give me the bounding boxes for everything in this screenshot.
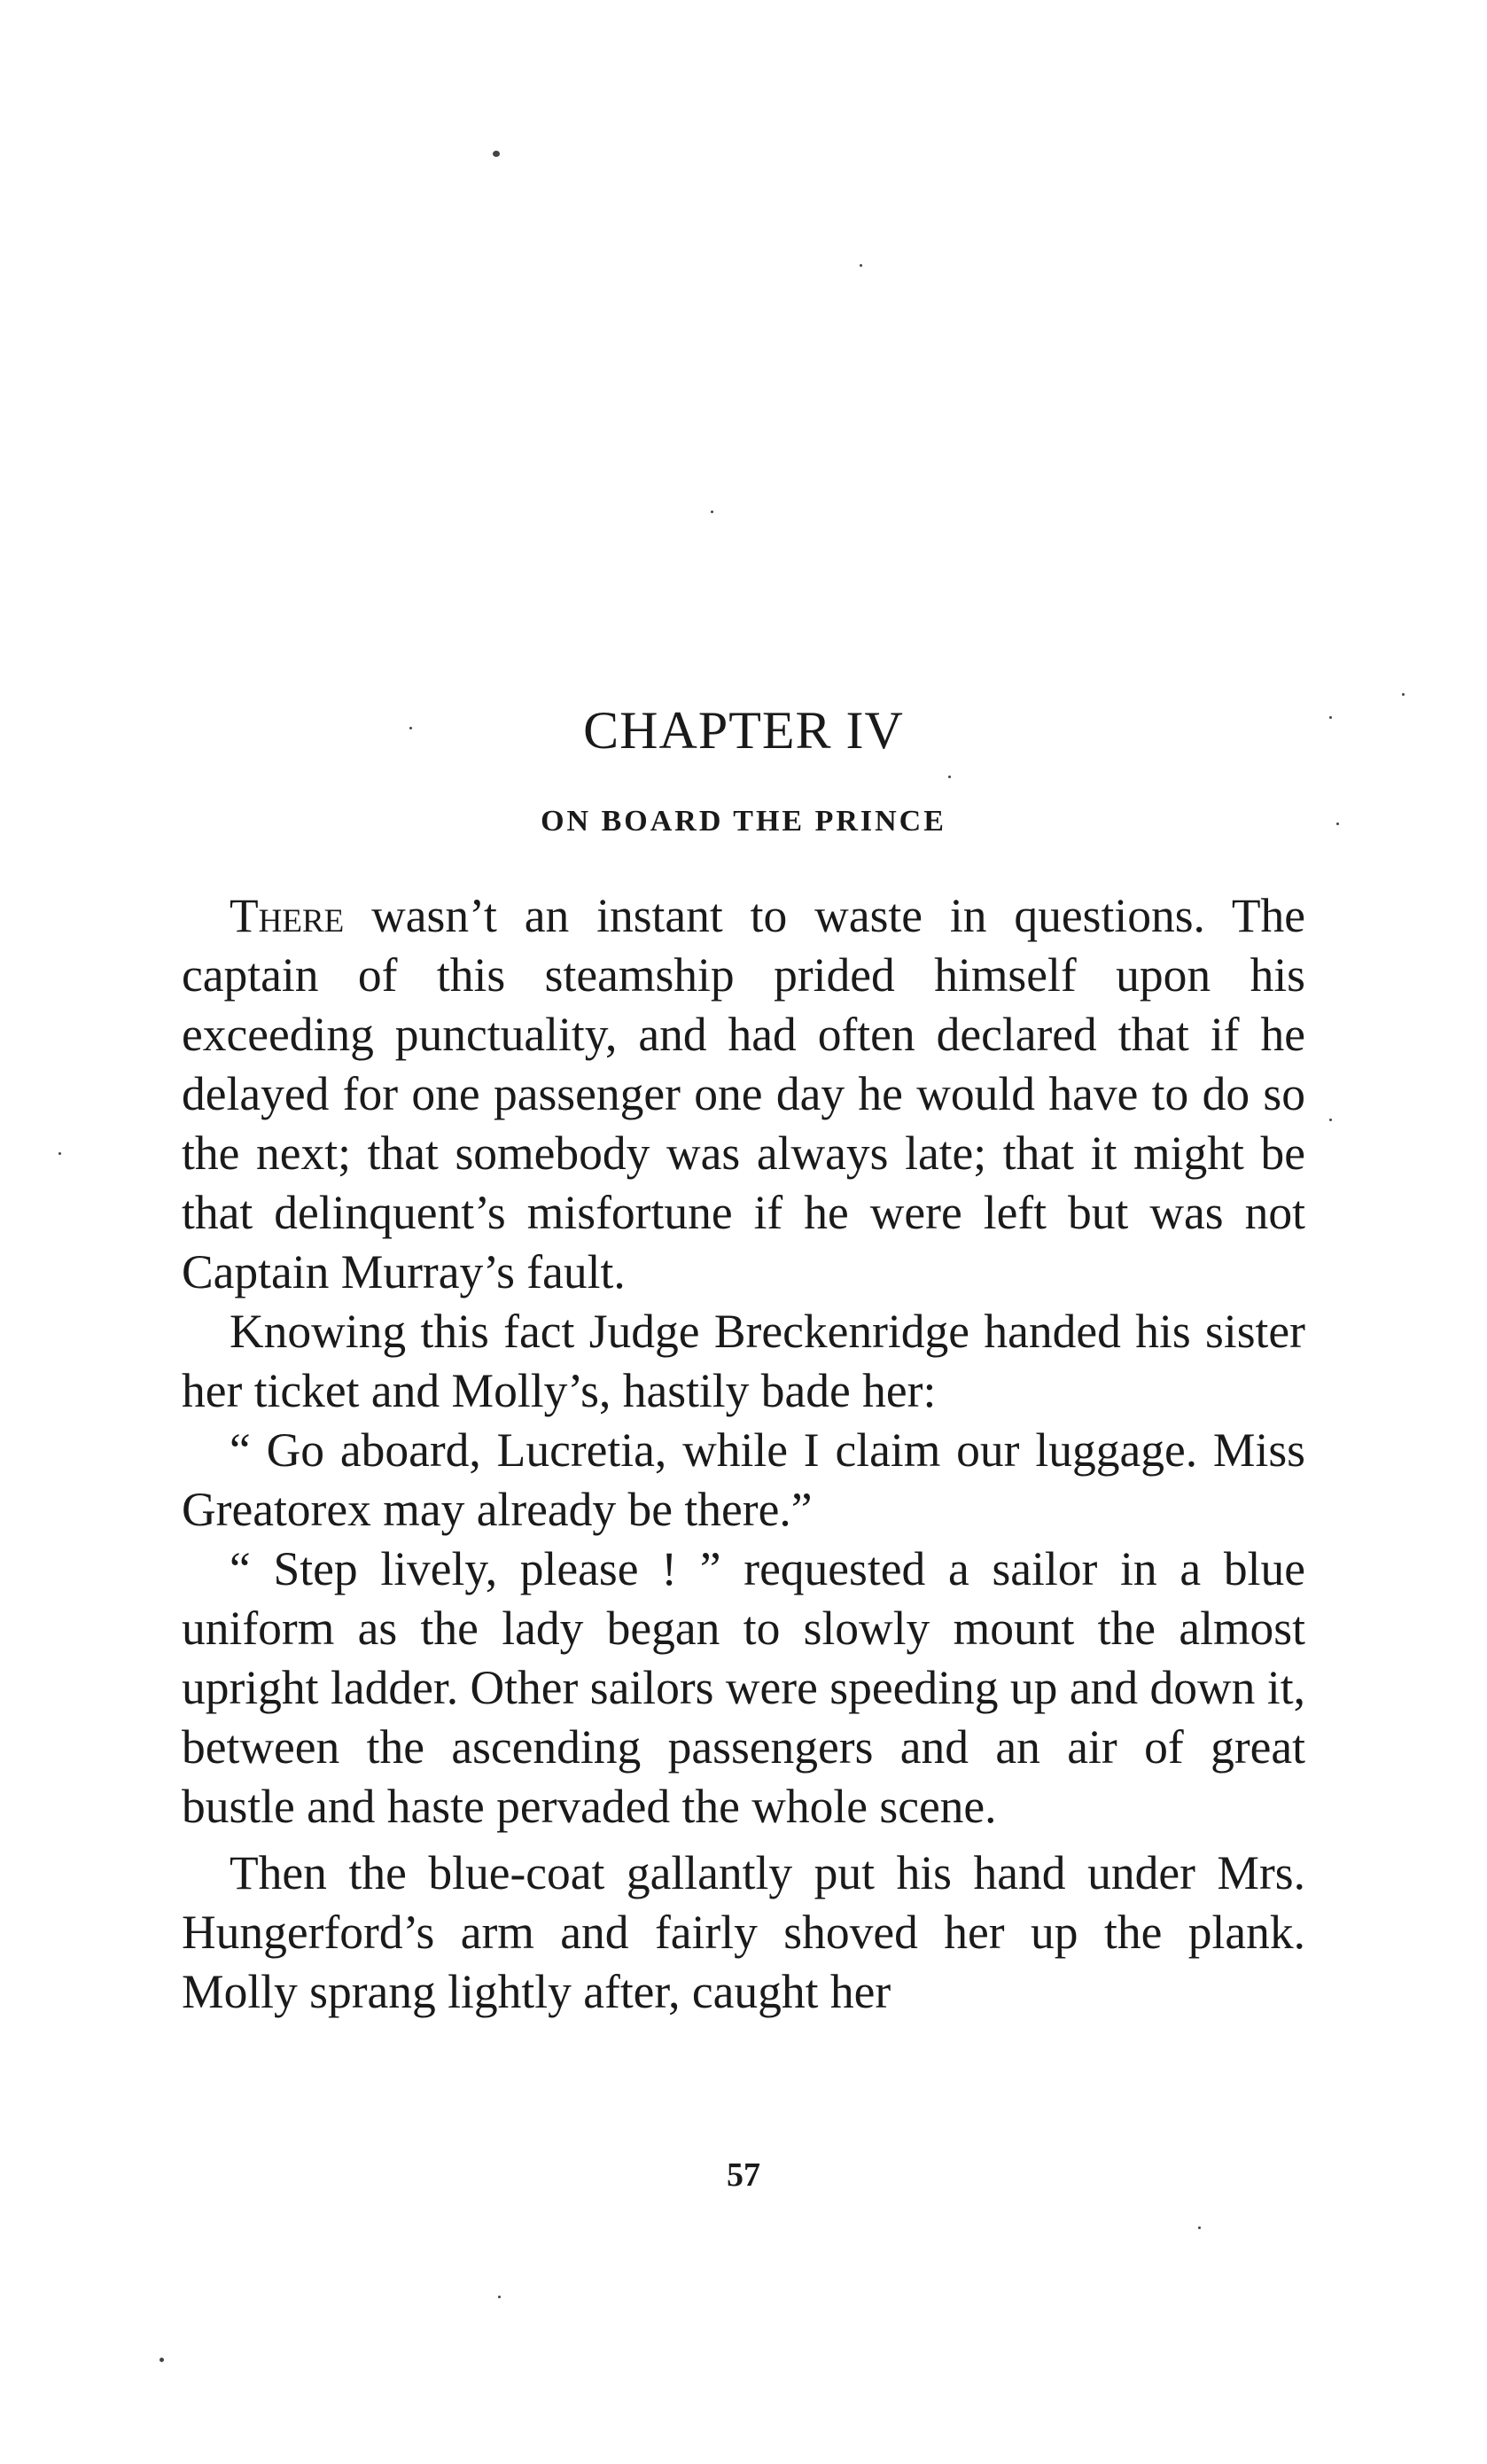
scan-speck <box>948 776 951 778</box>
paragraph: Knowing this fact Judge Breckenridge handed his sister her ticket and Molly’s, hastily bade her: <box>182 1305 1305 1417</box>
page-number: 57 <box>727 2156 760 2194</box>
scan-speck <box>711 511 713 513</box>
paragraph: Then the blue-coat gallantly put his hand under Mrs. Hungerford’s arm and fairly shoved her up the plank. Molly sprang lightly after, caught her <box>182 1846 1305 2018</box>
paragraph <box>182 886 1305 1302</box>
paragraph: “ Step lively, please ! ” requested a sailor in a blue uniform as the lady began to slowly mount the almost upright ladder. Other sailors were speeding up and down it, between the ascending passengers and an air of great bustle and haste pervaded the whole scene. <box>182 1542 1305 1833</box>
paragraph-lead-word: There <box>230 889 345 942</box>
scan-speck <box>1402 693 1405 696</box>
paragraph-text: wasn’t an instant to waste in questions. The captain of this steamship prided himself upon his exceeding punctuality, and had often declared that if he delayed for one passenger one day he would have to do so the next; that somebody was always late; that it might be that delinquent’s misfortune if he were left but was not Captain Murray’s fault. <box>182 889 1305 1298</box>
scan-speck <box>58 1152 61 1155</box>
chapter-body <box>182 886 1305 2022</box>
scan-speck <box>1198 2226 1201 2229</box>
scan-speck <box>498 2296 501 2298</box>
paragraph: “ Go aboard, Lucretia, while I claim our luggage. Miss Greatorex may already be there.” <box>182 1423 1305 1536</box>
scan-speck <box>860 264 862 267</box>
chapter-subtitle: ON BOARD THE PRINCE <box>541 805 946 838</box>
scan-speck <box>493 151 500 157</box>
scan-speck <box>160 2358 164 2362</box>
scan-speck <box>1329 1119 1332 1121</box>
chapter-title: CHAPTER IV <box>583 701 904 760</box>
